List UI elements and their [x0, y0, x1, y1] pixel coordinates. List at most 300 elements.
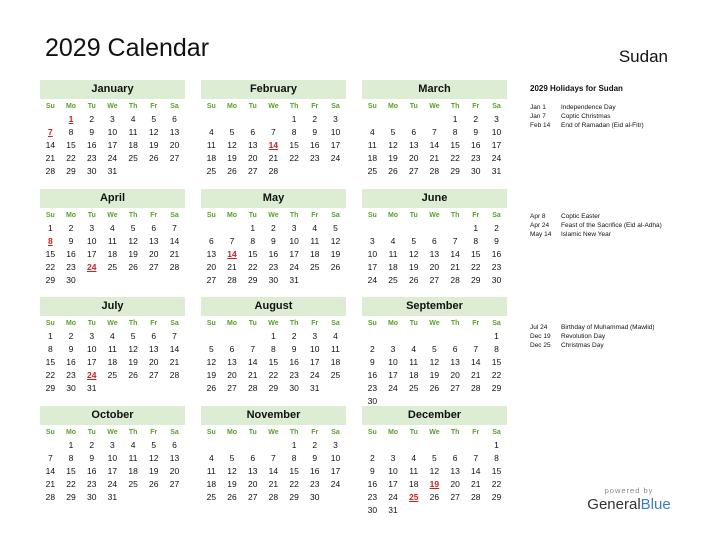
weekday-label: Tu [248, 103, 257, 110]
day-cell: 15 [289, 466, 299, 476]
day-cell: 8 [494, 344, 499, 354]
weekday-label: Su [45, 320, 55, 327]
day-cell: 8 [47, 344, 53, 354]
day-cell: 6 [432, 236, 437, 246]
day-cell: 29 [491, 383, 502, 393]
day-cell: 6 [452, 344, 458, 354]
week-row [362, 478, 507, 491]
weekday-label: We [429, 429, 440, 436]
day-cell: 23 [66, 262, 76, 272]
day-cell: 10 [289, 236, 299, 246]
weekday-label: Fr [150, 320, 158, 327]
holiday-item [530, 212, 700, 221]
day-cell: 23 [367, 383, 378, 393]
day-cell: 28 [268, 492, 279, 502]
week-row [362, 382, 507, 395]
day-cell: 19 [128, 357, 138, 367]
day-cell: 28 [471, 492, 481, 502]
day-cell: 24 [330, 479, 341, 489]
day-cell: 9 [369, 357, 375, 367]
day-cell: 8 [473, 236, 479, 246]
week-row [40, 235, 185, 248]
day-cell: 1 [291, 114, 297, 124]
empty-day-cell [123, 382, 144, 395]
week-row [362, 113, 507, 126]
empty-day-cell [383, 113, 404, 126]
empty-day-cell [325, 491, 346, 504]
holiday-day-cell: 24 [86, 370, 97, 380]
day-cell: 3 [369, 236, 375, 246]
day-cell: 25 [310, 262, 320, 272]
holiday-day-cell: 7 [47, 127, 53, 137]
day-cell: 5 [208, 344, 214, 354]
week-row [362, 248, 507, 261]
day-cell: 21 [45, 479, 56, 489]
week-row [40, 439, 185, 452]
day-cell: 22 [247, 262, 258, 272]
day-cell: 20 [169, 466, 180, 476]
day-cell: 1 [68, 440, 74, 450]
weekday-label: Sa [170, 103, 179, 110]
week-row [362, 222, 507, 235]
day-cell: 2 [68, 223, 74, 233]
day-cell: 25 [107, 262, 118, 272]
holiday-item [530, 230, 700, 239]
holiday-date: May 14 [530, 231, 552, 238]
week-row [40, 343, 185, 356]
empty-day-cell [143, 491, 164, 504]
day-cell: 23 [86, 479, 97, 489]
weekday-row [201, 209, 346, 222]
weekday-label: Mo [65, 320, 77, 327]
month-september [362, 297, 507, 408]
holiday-day-cell: 1 [68, 114, 74, 124]
day-cell: 17 [289, 249, 299, 259]
day-cell: 9 [68, 344, 74, 354]
day-cell: 12 [429, 466, 440, 476]
day-cell: 10 [107, 453, 118, 463]
day-cell: 10 [330, 127, 341, 137]
holiday-list [530, 103, 700, 130]
weekday-row [362, 209, 507, 222]
day-cell: 26 [227, 166, 237, 176]
day-cell: 24 [289, 262, 299, 272]
week-row [201, 478, 346, 491]
holiday-name: Birthday of Muhammad (Mawlid) [561, 324, 655, 331]
holiday-day-cell: 14 [268, 140, 279, 150]
day-cell: 18 [128, 140, 138, 150]
day-cell: 17 [86, 357, 97, 367]
month-header: February [201, 80, 346, 99]
day-cell: 4 [333, 331, 338, 341]
day-cell: 18 [330, 357, 341, 367]
weekday-label: Sa [170, 212, 179, 219]
weekday-label: Fr [472, 320, 480, 327]
day-cell: 22 [450, 153, 460, 163]
weekday-row [201, 426, 346, 439]
empty-day-cell [362, 113, 383, 126]
weekday-label: Fr [150, 429, 158, 436]
week-row [40, 465, 185, 478]
holiday-date: Feb 14 [530, 122, 551, 129]
day-cell: 9 [89, 453, 95, 463]
month-header: April [40, 189, 185, 208]
weekday-row [201, 317, 346, 330]
day-cell: 20 [450, 479, 460, 489]
day-cell: 30 [66, 275, 76, 285]
weekday-label: Th [450, 429, 460, 436]
day-cell: 7 [271, 127, 276, 137]
day-cell: 19 [227, 479, 237, 489]
holiday-day-cell: 19 [429, 479, 440, 489]
holiday-list [530, 212, 700, 239]
day-cell: 25 [206, 492, 217, 502]
day-cell: 2 [68, 331, 74, 341]
day-cell: 11 [409, 357, 419, 367]
day-cell: 9 [369, 466, 375, 476]
week-row [40, 222, 185, 235]
week-row [362, 504, 507, 517]
day-cell: 25 [388, 275, 398, 285]
day-cell: 15 [450, 140, 460, 150]
weekday-label: Tu [87, 103, 96, 110]
day-cell: 16 [66, 249, 76, 259]
day-cell: 28 [450, 275, 460, 285]
day-cell: 10 [491, 127, 502, 137]
weekday-label: Sa [492, 103, 501, 110]
day-cell: 24 [491, 153, 502, 163]
day-cell: 12 [149, 127, 159, 137]
holiday-item [530, 323, 700, 332]
day-cell: 15 [45, 249, 56, 259]
weekday-label: Mo [226, 212, 238, 219]
day-cell: 3 [89, 223, 95, 233]
empty-day-cell [222, 330, 243, 343]
weekday-label: Tu [87, 320, 96, 327]
day-cell: 16 [66, 357, 76, 367]
week-row [362, 343, 507, 356]
weekday-label: Fr [472, 429, 480, 436]
day-cell: 29 [268, 383, 279, 393]
day-cell: 20 [227, 370, 237, 380]
empty-day-cell [486, 504, 507, 517]
week-row [40, 369, 185, 382]
weekday-label: Tu [409, 103, 418, 110]
day-cell: 2 [369, 344, 375, 354]
month-header: June [362, 189, 507, 208]
page-title: 2029 Calendar [45, 34, 210, 62]
day-cell: 8 [271, 344, 276, 354]
day-cell: 20 [247, 479, 258, 489]
day-cell: 2 [312, 440, 318, 450]
day-cell: 9 [473, 127, 479, 137]
day-cell: 18 [128, 466, 138, 476]
day-cell: 24 [330, 153, 341, 163]
day-cell: 21 [268, 153, 279, 163]
month-july [40, 297, 185, 395]
weekday-label: Fr [311, 212, 319, 219]
week-row [201, 465, 346, 478]
day-cell: 21 [169, 357, 180, 367]
weekday-label: Su [367, 212, 377, 219]
weekday-label: We [268, 320, 279, 327]
day-cell: 8 [452, 127, 458, 137]
day-cell: 27 [450, 492, 460, 502]
day-cell: 13 [247, 466, 258, 476]
day-cell: 31 [107, 166, 118, 176]
day-cell: 13 [149, 344, 159, 354]
week-row [201, 113, 346, 126]
month-header: October [40, 406, 185, 425]
day-cell: 9 [312, 453, 318, 463]
holiday-date: Apr 24 [530, 222, 550, 229]
weekday-label: Sa [492, 320, 501, 327]
empty-day-cell [383, 222, 404, 235]
day-cell: 18 [107, 357, 118, 367]
day-cell: 2 [312, 114, 318, 124]
day-cell: 10 [388, 466, 398, 476]
empty-day-cell [362, 222, 383, 235]
empty-day-cell [164, 274, 185, 287]
empty-day-cell [164, 491, 185, 504]
day-cell: 15 [45, 357, 56, 367]
weekday-label: Fr [311, 429, 319, 436]
weekday-label: We [107, 320, 118, 327]
day-cell: 4 [110, 223, 115, 233]
weekday-label: Th [128, 212, 138, 219]
weekday-label: Sa [170, 320, 179, 327]
day-cell: 3 [333, 440, 338, 450]
holiday-day-cell: 14 [227, 249, 237, 259]
day-cell: 19 [429, 370, 440, 380]
day-cell: 7 [473, 453, 479, 463]
day-cell: 11 [310, 236, 320, 246]
day-cell: 31 [86, 383, 97, 393]
month-february [201, 80, 346, 178]
day-cell: 5 [432, 344, 437, 354]
brand-blue: Blue [640, 496, 671, 513]
day-cell: 13 [408, 140, 419, 150]
holiday-day-cell: 24 [86, 262, 97, 272]
day-cell: 16 [367, 370, 378, 380]
day-cell: 24 [310, 370, 320, 380]
day-cell: 23 [367, 492, 378, 502]
day-cell: 18 [206, 153, 217, 163]
day-cell: 13 [169, 127, 180, 137]
week-row [362, 152, 507, 165]
day-cell: 30 [367, 505, 378, 515]
holiday-day-cell: 8 [47, 236, 53, 246]
day-cell: 11 [107, 236, 117, 246]
holiday-name: Feast of the Sacrifice (Eid al-Adha) [561, 222, 662, 229]
day-cell: 14 [471, 466, 481, 476]
week-row [362, 439, 507, 452]
day-cell: 8 [250, 236, 256, 246]
day-cell: 22 [491, 370, 502, 380]
day-cell: 14 [471, 357, 481, 367]
weekday-label: We [429, 212, 440, 219]
weekday-label: Tu [409, 320, 418, 327]
day-cell: 22 [491, 479, 502, 489]
empty-day-cell [201, 222, 222, 235]
weekday-label: Mo [65, 429, 77, 436]
weekday-label: Tu [87, 429, 96, 436]
day-cell: 28 [268, 166, 279, 176]
day-cell: 6 [452, 453, 458, 463]
week-row [201, 222, 346, 235]
day-cell: 15 [66, 140, 76, 150]
day-cell: 24 [388, 492, 398, 502]
weekday-label: Th [450, 212, 460, 219]
week-row [201, 369, 346, 382]
day-cell: 28 [45, 166, 56, 176]
day-cell: 26 [429, 383, 440, 393]
week-row [201, 382, 346, 395]
day-cell: 1 [47, 331, 53, 341]
day-cell: 16 [471, 140, 481, 150]
weekday-label: Th [450, 103, 460, 110]
day-cell: 20 [450, 370, 460, 380]
day-cell: 16 [491, 249, 502, 259]
day-cell: 25 [330, 370, 341, 380]
day-cell: 31 [289, 275, 299, 285]
weekday-label: We [268, 212, 279, 219]
day-cell: 1 [452, 114, 458, 124]
empty-day-cell [403, 439, 424, 452]
weekday-label: Mo [387, 429, 399, 436]
weekday-label: Su [367, 429, 377, 436]
week-row [201, 248, 346, 261]
month-header: July [40, 297, 185, 316]
brand-name [584, 496, 674, 513]
day-cell: 1 [291, 440, 297, 450]
day-cell: 26 [388, 166, 398, 176]
empty-day-cell [383, 439, 404, 452]
weekday-label: Mo [226, 429, 238, 436]
weekday-label: Mo [65, 103, 77, 110]
day-cell: 3 [291, 223, 297, 233]
day-cell: 28 [45, 492, 56, 502]
day-cell: 26 [429, 492, 440, 502]
empty-day-cell [284, 165, 305, 178]
day-cell: 13 [450, 357, 460, 367]
day-cell: 4 [369, 127, 375, 137]
day-cell: 19 [206, 370, 217, 380]
empty-day-cell [403, 222, 424, 235]
day-cell: 17 [388, 479, 398, 489]
day-cell: 12 [128, 236, 138, 246]
holiday-list [530, 323, 700, 350]
holiday-item [530, 112, 700, 121]
day-cell: 5 [130, 331, 136, 341]
day-cell: 28 [169, 370, 180, 380]
day-cell: 10 [388, 357, 398, 367]
holiday-date: Dec 25 [530, 342, 551, 349]
day-cell: 29 [450, 166, 460, 176]
day-cell: 19 [149, 466, 159, 476]
empty-day-cell [201, 113, 222, 126]
empty-day-cell [242, 113, 263, 126]
day-cell: 9 [89, 127, 95, 137]
holiday-date: Jan 7 [530, 113, 546, 120]
holiday-date: Jan 1 [530, 104, 546, 111]
weekday-row [40, 209, 185, 222]
day-cell: 21 [169, 249, 180, 259]
day-cell: 31 [310, 383, 320, 393]
empty-day-cell [143, 165, 164, 178]
day-cell: 22 [45, 370, 56, 380]
weekday-label: Th [289, 212, 299, 219]
brand-logo [584, 486, 674, 513]
day-cell: 12 [206, 357, 217, 367]
month-header: November [201, 406, 346, 425]
day-cell: 11 [206, 140, 216, 150]
empty-day-cell [362, 330, 383, 343]
day-cell: 19 [408, 262, 419, 272]
empty-day-cell [102, 274, 123, 287]
week-row [362, 356, 507, 369]
day-cell: 17 [330, 466, 341, 476]
day-cell: 6 [208, 236, 214, 246]
day-cell: 8 [68, 453, 74, 463]
day-cell: 10 [107, 127, 118, 137]
month-january [40, 80, 185, 178]
weekday-label: Fr [150, 212, 158, 219]
day-cell: 17 [388, 370, 398, 380]
day-cell: 5 [130, 223, 136, 233]
weekday-label: Fr [311, 320, 319, 327]
day-cell: 20 [169, 140, 180, 150]
day-cell: 30 [86, 166, 97, 176]
day-cell: 2 [271, 223, 276, 233]
day-cell: 12 [429, 357, 440, 367]
day-cell: 17 [367, 262, 378, 272]
weekday-label: Tu [248, 320, 257, 327]
day-cell: 29 [45, 383, 56, 393]
day-cell: 6 [151, 331, 157, 341]
day-cell: 3 [333, 114, 338, 124]
empty-day-cell [201, 439, 222, 452]
empty-day-cell [424, 113, 445, 126]
weekday-label: Sa [331, 320, 340, 327]
week-row [201, 165, 346, 178]
empty-day-cell [164, 382, 185, 395]
day-cell: 7 [250, 344, 256, 354]
day-cell: 27 [450, 383, 460, 393]
week-row [201, 330, 346, 343]
day-cell: 8 [494, 453, 499, 463]
day-cell: 26 [128, 370, 138, 380]
day-cell: 16 [310, 466, 320, 476]
day-cell: 25 [107, 370, 118, 380]
day-cell: 27 [169, 479, 180, 489]
day-cell: 5 [333, 223, 338, 233]
day-cell: 13 [429, 249, 440, 259]
month-august [201, 297, 346, 395]
day-cell: 2 [89, 440, 95, 450]
day-cell: 7 [229, 236, 235, 246]
holiday-name: Islamic New Year [561, 231, 611, 238]
day-cell: 3 [89, 331, 95, 341]
empty-day-cell [81, 274, 102, 287]
day-cell: 12 [330, 236, 341, 246]
weekday-label: We [107, 212, 118, 219]
day-cell: 18 [408, 370, 419, 380]
day-cell: 19 [388, 153, 398, 163]
day-cell: 12 [149, 453, 159, 463]
day-cell: 13 [149, 236, 159, 246]
day-cell: 10 [330, 453, 341, 463]
